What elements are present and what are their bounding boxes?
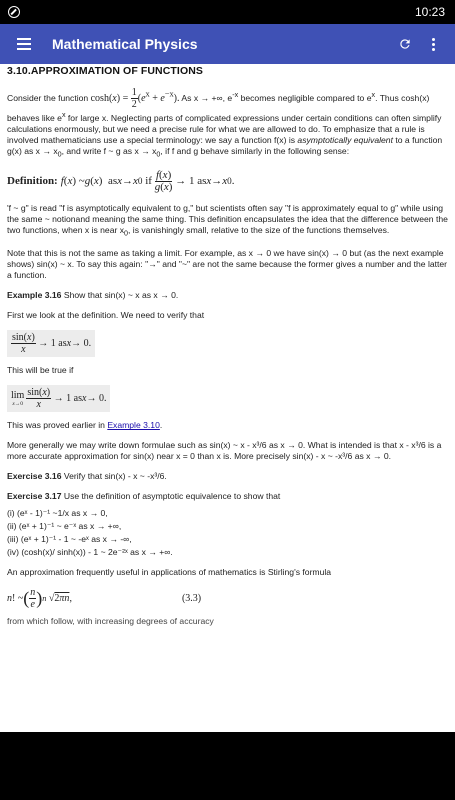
cosh-formula: cosh(x) = $\frac{1}{2}$ $(e^x + e^{-x})$. xyxy=(90,87,180,110)
navigation-bar xyxy=(0,732,455,800)
list-item: (iv) (cosh(x)/ sinh(x)) - 1 ~ 2e⁻²ˣ as x → +∞. xyxy=(7,547,173,558)
do-not-disturb-icon xyxy=(8,6,20,18)
status-bar xyxy=(0,0,455,24)
stirling-formula: n ! ~ ( $\frac{n}{e}$ ) n √ 2πn , (3.3) xyxy=(7,587,202,611)
exercise-3-17: Exercise 3.17 Use the definition of asymptotic equivalence to show that xyxy=(7,491,281,502)
paragraph-cut: from which follow, with increasing degrees of accuracy xyxy=(7,616,214,627)
paragraph-proved: This was proved earlier in Example 3.10. xyxy=(7,420,163,431)
limit-equation: lim x→0 $\frac{\sin(x)}{x}$ → 1 as x → 0. xyxy=(7,385,110,412)
example-3-10-link[interactable]: Example 3.10 xyxy=(107,420,160,431)
paragraph-more-general: More generally we may write down formulae such as sin(x) ~ x - x³/6 as x → 0. What is intended is that x - x³/6 is a more accurate approximation for sin(x) near x = 0 than x is. More precisely sin(x) - x ~ -x³/6 as x → 0. xyxy=(7,440,442,462)
equation-number: (3.3) xyxy=(181,593,202,605)
exercise-3-16: Exercise 3.16 Verify that sin(x) - x ~ -x³/6. xyxy=(7,471,167,482)
refresh-icon[interactable] xyxy=(391,30,419,58)
paragraph-intro: Consider the function cosh(x) = $\frac{1}{2}$ $(e^x + e^{-x})$. As x → +∞, $e^{-x}$ becomes negligible compared to $e^x$. Thus cosh(x) behaves like $e^x$ for large x. Neglecting parts of complicated expressions under certain conditions can often simplify calculations enormously, but we need a precise rule for what we are allowed to do. To emphasize that a rule is involved mathematicians use a special terminology: we say a function f(x) is asymptotically equivalent to a function g(x) as $x \to x_0$, and write f ~ g as $x \to x_0$, if f and g behave similarly in the following sense: xyxy=(7,87,443,159)
exercise-items xyxy=(7,508,448,558)
list-item: (i) (eˣ - 1)⁻¹ ~1/x as x → 0, xyxy=(7,508,108,519)
definition-equation: Definition: f ( x ) ~ g ( x ) as x → x 0 if $\frac{f(x)}{g(x)}$ → 1 as x → x 0 . xyxy=(7,168,235,193)
clock: 10:23 xyxy=(414,5,445,19)
hamburger-menu-icon[interactable] xyxy=(14,32,38,56)
more-vert-icon[interactable] xyxy=(419,30,447,58)
paragraph-stirling: An approximation frequently useful in applications of mathematics is Stirling's formula xyxy=(7,567,332,578)
app-bar xyxy=(0,24,455,64)
ratio-equation: $\frac{\sin(x)}{x}$ → 1 as x → 0. xyxy=(7,330,95,357)
article-content xyxy=(0,64,455,732)
paragraph-limit-note: Note that this is not the same as taking a limit. For example, as x → 0 we have sin(x) → 0 but (as the next example shows) sin(x) ~ x. To say this again: "→" and "~" are not the same because the former gives a number and the latter a function. xyxy=(7,248,448,281)
section-title: 3.10.APPROXIMATION OF FUNCTIONS xyxy=(7,65,204,77)
paragraph-notation: 'f ~ g" is read "f is asymptotically equivalent to g," but scientists often say "f is approximately equal to g" while using the same ~ notionand meaning the same thing. This definition encapsulates the idea that the difference between the two functions, when x is near $x_0$, is vanishingly small, relative to the size of the functions themselves. xyxy=(7,202,448,238)
app-title: Mathematical Physics xyxy=(52,36,198,52)
example-3-16: Example 3.16 Show that sin(x) ~ x as x → 0. xyxy=(7,290,179,301)
paragraph-verify: First we look at the definition. We need to verify that xyxy=(7,310,205,321)
list-item: (ii) (eˣ + 1)⁻¹ ~ e⁻ˣ as x → +∞, xyxy=(7,521,122,532)
paragraph-true-if: This will be true if xyxy=(7,365,74,376)
list-item: (iii) (eˣ + 1)⁻¹ - 1 ~ -eˣ as x → -∞, xyxy=(7,534,132,545)
